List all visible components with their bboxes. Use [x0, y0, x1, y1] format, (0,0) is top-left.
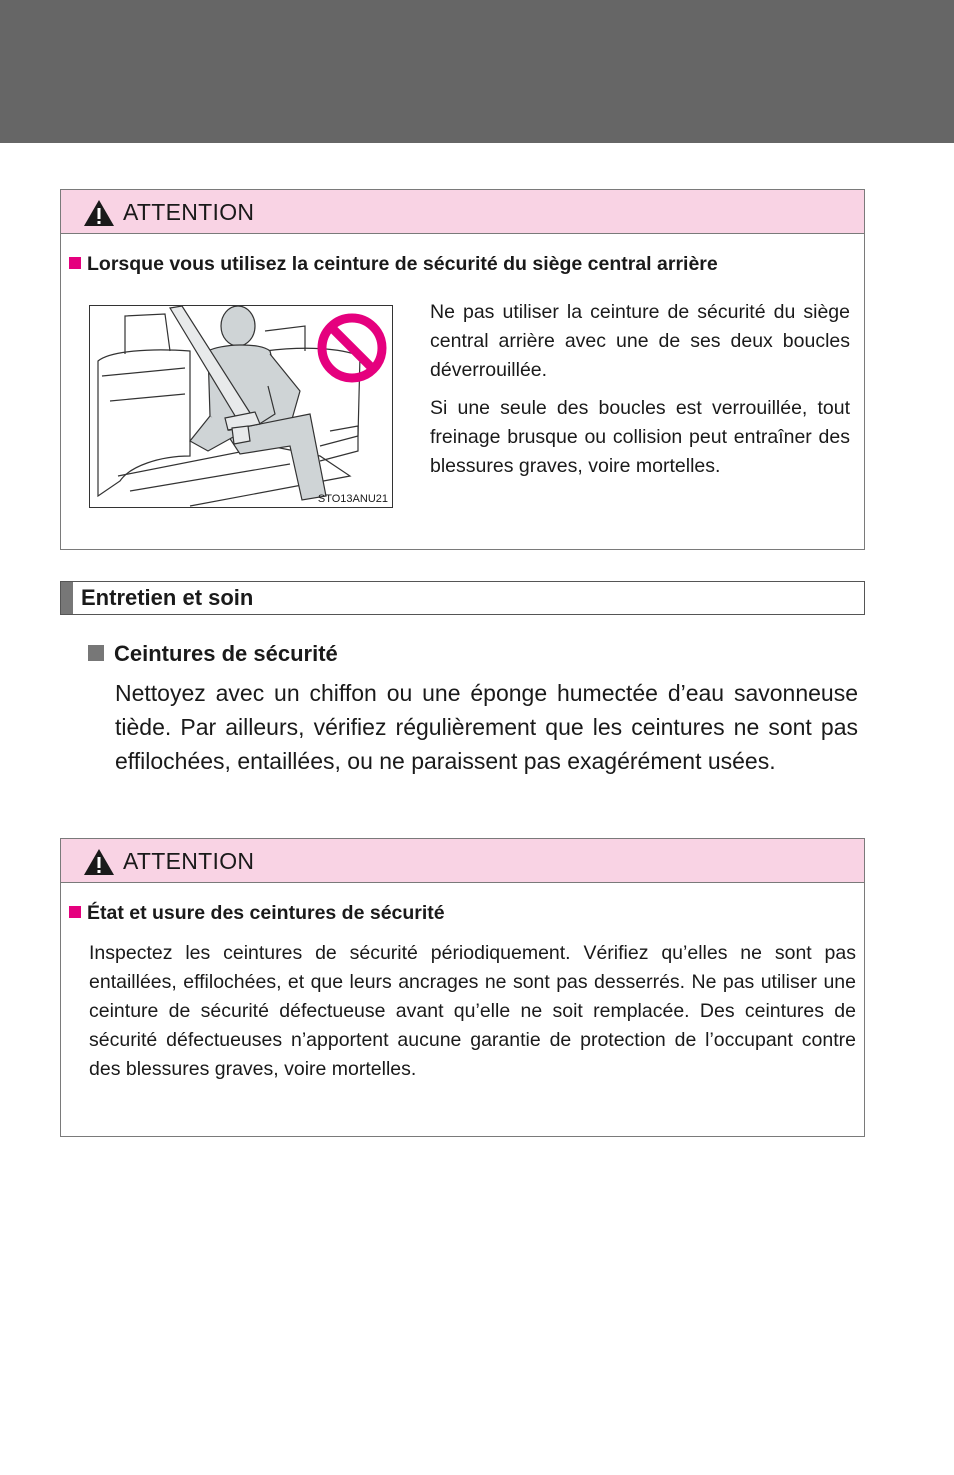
- care-body: Nettoyez avec un chiffon ou une éponge humectée d’eau savonneuse tiède. Par ailleurs, vérifiez régulièrement que les ceintures ne sont pas effilochées, entaillées, ou ne paraissent pas exagérément usées.: [115, 680, 858, 774]
- attention-header: [61, 190, 864, 234]
- attention-subheading-text: État et usure des ceintures de sécurité: [87, 902, 445, 924]
- care-heading: [88, 641, 338, 667]
- attention-subheading: [69, 902, 445, 925]
- figure-code: STO13ANU21: [317, 493, 388, 505]
- warning-triangle-icon: [83, 848, 115, 876]
- attention-subheading-text: Lorsque vous utilisez la ceinture de sécurité du siège central arrière: [87, 253, 718, 275]
- rear-seat-drawing: [90, 306, 392, 507]
- attention-header: [61, 839, 864, 883]
- attention-paragraph-2: Si une seule des boucles est verrouillée, tout freinage brusque ou collision peut entraîner des blessures graves, voire mortelles.: [430, 397, 850, 477]
- magenta-square-bullet: [69, 257, 81, 269]
- care-heading-text: Ceintures de sécurité: [114, 641, 338, 666]
- section-accent: [61, 582, 73, 614]
- section-title: Entretien et soin: [81, 585, 254, 610]
- attention-box-belt-center: [60, 189, 865, 550]
- seatbelt-illustration: [89, 305, 393, 508]
- prohibition-icon: [322, 318, 382, 378]
- attention-body: Inspectez les ceintures de sécurité périodiquement. Vérifiez qu’elles ne sont pas entaillées, effilochées, et que leurs ancrages ne sont pas desserrés. Ne pas utiliser une ceinture de sécurité défectueuse avant qu’elle ne soit remplacée. Des ceintures de sécurité défectueuses n’apportent aucune garantie de protection de l’occupant contre des blessures graves, voire mortelles.: [89, 942, 856, 1080]
- section-heading-bar: [60, 581, 865, 615]
- magenta-square-bullet: [69, 906, 81, 918]
- attention-subheading: [69, 253, 718, 276]
- warning-triangle-icon: [83, 199, 115, 227]
- header-band: [0, 0, 954, 143]
- attention-paragraph-1: Ne pas utiliser la ceinture de sécurité du siège central arrière avec une de ses deux boucles déverrouillée.: [430, 301, 850, 381]
- attention-label: ATTENTION: [123, 199, 255, 225]
- attention-label: ATTENTION: [123, 848, 255, 874]
- attention-box-belt-wear: [60, 838, 865, 1137]
- gray-square-bullet: [88, 645, 104, 661]
